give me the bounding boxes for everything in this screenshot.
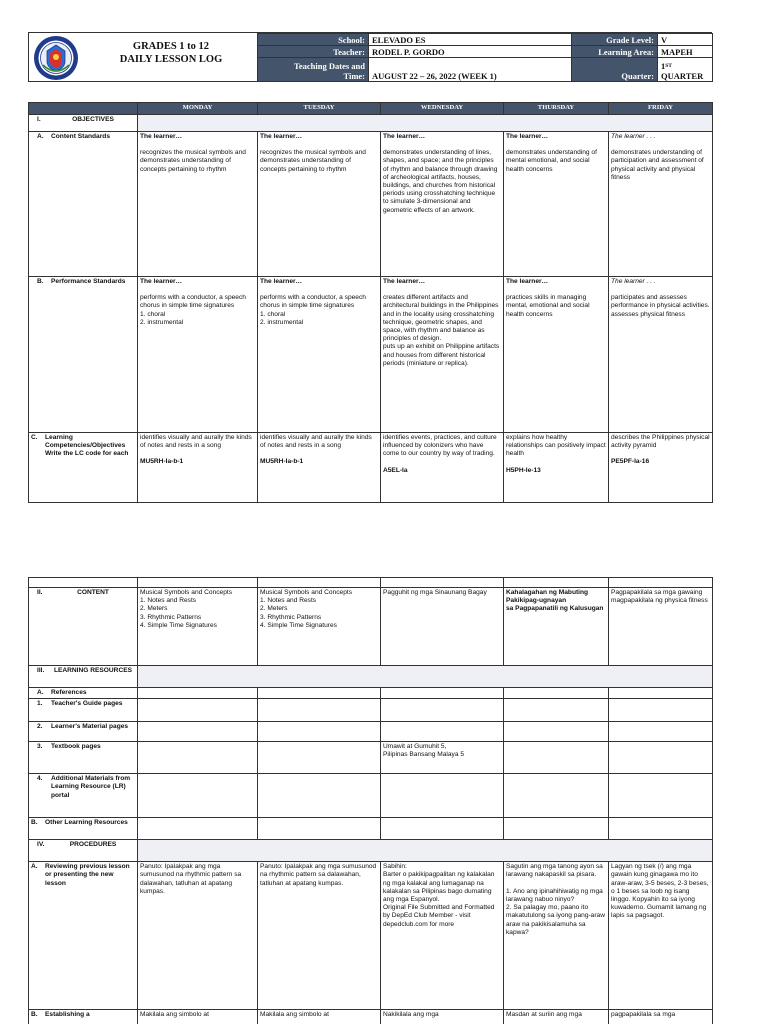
learning-area-label: Learning Area: [572, 46, 658, 58]
competencies-wednesday [381, 433, 504, 503]
additional-materials-num: 4. [37, 775, 43, 783]
references-num: A. [37, 689, 44, 696]
cell-head: The learner… [506, 278, 549, 285]
reviewing-tuesday: Panuto: Ipalakpak ang mga sumusunod na rhythmic pattern sa dalawahan, tatluhan at apatang kumpas. [258, 862, 381, 1010]
content-wednesday: Pagguhit ng mga Sinaunang Bagay [381, 588, 504, 666]
cell-body: demonstrates understanding of participation and assessment of physical activity and physical fitness [611, 149, 704, 181]
cell-body: describes the Philippines physical activity pyramid [611, 434, 710, 450]
textbook-pages-num: 3. [37, 743, 43, 751]
cell-body: recognizes the musical symbols and demonstrates understanding of concepts pertaining to rhythm [140, 149, 246, 173]
establishing-label [29, 1010, 138, 1024]
objectives-text: OBJECTIVES [72, 116, 114, 123]
document-title [85, 40, 257, 66]
cell-head: The learner… [140, 133, 183, 140]
header-info-grid [257, 33, 713, 82]
establishing-num: B. [31, 1011, 38, 1019]
quarter-value [658, 58, 713, 82]
tg-pages-label [29, 699, 138, 722]
teaching-dates-label-line1: Teaching Dates and [293, 61, 365, 71]
tg-pages-row [29, 699, 713, 722]
learning-resources-fill [138, 666, 713, 688]
teaching-dates-label-line2: Time: [343, 71, 365, 81]
cell-body: recognizes the musical symbols and demonstrates understanding of concepts pertaining to rhythm [260, 149, 366, 173]
establishing-row [29, 1010, 713, 1024]
competencies-text-2: Write the LC code for each [45, 450, 129, 458]
cell-body: identifies events, practices, and culture influenced by colonizers who have come to our country by way of trading. [383, 434, 497, 458]
day-header-tuesday: TUESDAY [258, 103, 381, 115]
lm-pages-num: 2. [37, 723, 43, 731]
cell-body: identifies visually and aurally the kinds of notes and rests in a song [260, 434, 372, 450]
performance-standards-row [29, 277, 713, 433]
content-tuesday: Musical Symbols and Concepts 1. Notes and Rests 2. Meters 3. Rhythmic Patterns 4. Simple Time Signatures [258, 588, 381, 666]
lc-code: PE5PF-Ia-16 [611, 458, 650, 466]
cell-head: The learner . . . [611, 133, 656, 140]
cell-body: explains how healthy relationships can positively impact health [506, 434, 606, 458]
cell-body: demonstrates understanding of mental emotional, and social health concerns [506, 149, 597, 173]
procedures-num: IV. [37, 841, 45, 849]
cell-body: creates different artifacts and architectural buildings in the Philippines and in the locality using crosshatching technique, geometric shapes, and space, with rhythm and balance as principles of design. puts up an exhibit on Philippine artifacts and houses from different historical periods (miniature or replica). [383, 294, 500, 367]
day-header-thursday: THURSDAY [504, 103, 609, 115]
cell-body: identifies visually and aurally the kinds of notes and rests in a song [140, 434, 252, 450]
competencies-label [29, 433, 138, 503]
additional-materials-label [29, 774, 138, 818]
additional-materials-row [29, 774, 713, 818]
content-standards-row [29, 132, 713, 277]
content-friday: Pagpapakilala sa mga gawaing magpapakilala ng physica fitness [609, 588, 713, 666]
establishing-tuesday: Makilala ang simbolo at [258, 1010, 381, 1024]
corner-cell [29, 103, 138, 115]
objectives-fill [138, 115, 713, 132]
competencies-thursday [504, 433, 609, 503]
lm-pages-row [29, 722, 713, 742]
textbook-pages-row [29, 742, 713, 774]
learning-resources-row [29, 666, 713, 688]
reviewing-monday: Panuto: Ipalakpak ang mga sumusunod na rhythmic pattern sa dalawahan, tatluhan at apatang kumpas. [138, 862, 258, 1010]
content-standards-num: A. [37, 133, 44, 140]
content-thursday: Kahalagahan ng Mabuting Pakikipag-ugnayan sa Pagpapanatili ng Kalusugan [504, 588, 609, 666]
title-line-1: GRADES 1 to 12 [132, 41, 210, 52]
cell-head: The learner… [383, 278, 426, 285]
cell-head: The learner… [140, 278, 183, 285]
lc-code: A5EL-Ia [383, 466, 408, 474]
reviewing-thursday: Sagutin ang mga tanong ayon sa larawang nakapaskil sa pisara. 1. Ano ang ipinahihiwatig ng mga larawang nabuo ninyo? 2. Sa palagay mo, paano ito makatutulong sa iyong pang-araw araw na pakikisalamuha sa kapwa? [504, 862, 609, 1010]
reviewing-num: A. [31, 863, 38, 871]
day-header-wednesday: WEDNESDAY [381, 103, 504, 115]
grade-level-label: Grade Level: [572, 34, 658, 46]
additional-materials-text: Additional Materials from Learning Resource (LR) portal [51, 775, 131, 799]
content-standards-thursday [504, 132, 609, 277]
procedures-text: PROCEDURES [69, 841, 117, 849]
cell-head: The learner… [506, 133, 549, 140]
teaching-dates-value: AUGUST 22 – 26, 2022 (WEEK 1) [369, 58, 572, 82]
learning-area-value: MAPEH [658, 46, 713, 58]
performance-standards-label [29, 277, 138, 433]
other-resources-text: Other Learning Resources [45, 819, 128, 827]
performance-standards-num: B. [37, 278, 44, 285]
reviewing-wednesday: Sabihin: Barter o pakikipagpalitan ng kalakalan ng mga kalakal ang lumaganap na kalakalan sa Pilipinas bago dumating ang mga Espanyol. Original File Submitted and Formatted by DepEd Club Member - visit depedclub.com for more [381, 862, 504, 1010]
objectives-label [29, 115, 138, 132]
tg-pages-num: 1. [37, 700, 43, 708]
cell-body: participates and assesses performance in physical activities. assesses physical fitness [611, 294, 710, 318]
performance-standards-wednesday [381, 277, 504, 433]
performance-standards-thursday [504, 277, 609, 433]
school-value: ELEVADO ES [369, 34, 572, 46]
cell-body: demonstrates understanding of lines, shapes, and space; and the principles of rhythm and balance through drawing of archeological artifacts, houses, buildings, and churches from historical periods using crosshatching technique to simulate 3-dimensional and geometric effects of an artwork. [383, 149, 498, 214]
other-resources-num: B. [31, 819, 38, 827]
content-standards-text: Content Standards [51, 133, 110, 140]
procedures-label [29, 840, 138, 862]
tg-pages-text: Teacher's Guide pages [51, 700, 123, 708]
content-row [29, 588, 713, 666]
performance-standards-monday [138, 277, 258, 433]
deped-seal-icon [33, 35, 79, 81]
cell-body: practices skills in managing mental, emotional and social health concerns [506, 294, 590, 318]
textbook-pages-text: Textbook pages [51, 743, 101, 751]
day-header-friday: FRIDAY [609, 103, 713, 115]
content-standards-label [29, 132, 138, 277]
procedures-row [29, 840, 713, 862]
objectives-num: I. [37, 116, 41, 123]
quarter-number: 1 [661, 61, 666, 71]
competencies-tuesday [258, 433, 381, 503]
day-header-monday: MONDAY [138, 103, 258, 115]
reviewing-text: Reviewing previous lesson or presenting the new lesson [45, 863, 130, 887]
content-procedures-table [28, 577, 713, 1024]
quarter-word: QUARTER [661, 71, 704, 81]
content-standards-wednesday [381, 132, 504, 277]
reviewing-label [29, 862, 138, 1010]
content-standards-friday [609, 132, 713, 277]
establishing-wednesday: Nakikilala ang mga [381, 1010, 504, 1024]
competencies-friday [609, 433, 713, 503]
establishing-monday: Makilala ang simbolo at [138, 1010, 258, 1024]
lm-pages-label [29, 722, 138, 742]
performance-standards-friday [609, 277, 713, 433]
references-row [29, 688, 713, 699]
lc-code: MU5RH-Ia-b-1 [260, 458, 304, 466]
content-standards-monday [138, 132, 258, 277]
lm-pages-text: Learner's Material pages [51, 723, 129, 731]
reviewing-friday: Lagyan ng tsek (/) ang mga gawain kung ginagawa mo ito araw-araw, 3-5 beses, 2-3 beses, o 1 beses sa loob ng isang linggo. Kopyahin ito sa iyong kuwaderno. Gumamit lamang ng lapis sa pagsagot. [609, 862, 713, 1010]
teaching-dates-label [258, 58, 369, 82]
teacher-value: RODEL P. GORDO [369, 46, 572, 58]
learning-resources-text: LEARNING RESOURCES [53, 667, 133, 674]
content-num: II. [37, 589, 43, 596]
grade-level-value: V [658, 34, 713, 46]
quarter-label: Quarter: [572, 58, 658, 82]
textbook-pages-label [29, 742, 138, 774]
learning-resources-label [29, 666, 138, 688]
reviewing-row [29, 862, 713, 1010]
other-resources-row [29, 818, 713, 840]
establishing-text: Establishing a [45, 1011, 90, 1019]
cell-body: performs with a conductor, a speech chorus in simple time signatures 1. choral 2. instrumental [260, 294, 366, 326]
school-label: School: [258, 34, 369, 46]
cell-head: The learner… [260, 133, 303, 140]
other-resources-label [29, 818, 138, 840]
procedures-fill [138, 840, 713, 862]
lc-code: MU5RH-Ia-b-1 [140, 458, 184, 466]
references-text: References [51, 689, 87, 696]
textbook-pages-wednesday: Umawit at Gumuhit 5, Pilipinas Bansang Malaya 5 [381, 742, 504, 774]
content-monday: Musical Symbols and Concepts 1. Notes and Rests 2. Meters 3. Rhythmic Patterns 4. Simple Time Signatures [138, 588, 258, 666]
cell-head: The learner . . . [611, 278, 656, 285]
top-empty-row [29, 578, 713, 588]
quarter-suffix: ST [665, 63, 672, 69]
lesson-log-header [28, 32, 712, 82]
teacher-label: Teacher: [258, 46, 369, 58]
performance-standards-tuesday [258, 277, 381, 433]
competencies-monday [138, 433, 258, 503]
learning-resources-num: III. [37, 667, 45, 674]
content-label [29, 588, 138, 666]
competencies-row [29, 433, 713, 503]
content-text: CONTENT [77, 589, 109, 596]
competencies-text: Learning Competencies/Objectives [45, 434, 126, 450]
objectives-row [29, 115, 713, 132]
title-line-2: DAILY LESSON LOG [119, 54, 223, 65]
objectives-table [28, 102, 713, 503]
lc-code: H5PH-Ie-13 [506, 466, 541, 474]
cell-head: The learner… [383, 133, 426, 140]
cell-head: The learner… [260, 278, 303, 285]
references-label [29, 688, 138, 699]
content-standards-tuesday [258, 132, 381, 277]
establishing-friday: pagpapakilala sa mga [609, 1010, 713, 1024]
establishing-thursday: Masdan at suriin ang mga [504, 1010, 609, 1024]
competencies-num: C. [31, 434, 38, 441]
performance-standards-text: Performance Standards [51, 278, 126, 285]
cell-body: performs with a conductor, a speech chorus in simple time signatures 1. choral 2. instrumental [140, 294, 246, 326]
